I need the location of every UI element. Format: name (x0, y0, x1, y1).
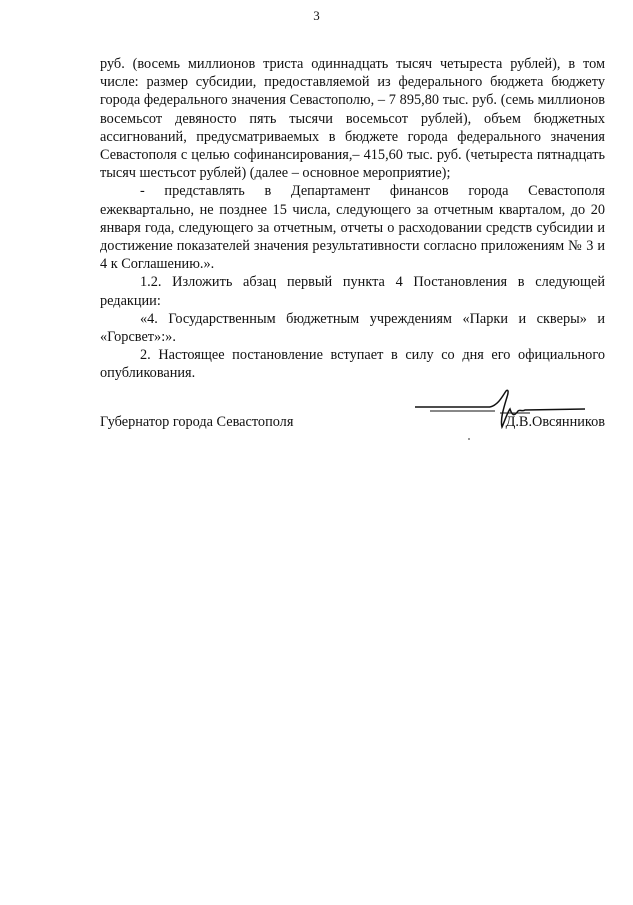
page-number: 3 (313, 8, 320, 23)
paragraph-subsidy-amount: руб. (восемь миллионов триста одиннадцать тысяч четыреста рублей), в том числе: размер субсидии, предоставляемой из федерального бюджета бюджету города федерального значения Севастополю, – 7 895,80 тыс. руб. (семь миллионов восемьсот девяносто пять тысячи восемьсот рублей), объем бюджетных ассигнований, предусматриваемых в бюджете города федерального значения Севастополя с целью софинансирования,– 415,60 тыс. руб. (четыреста пятнадцать тысяч шестьсот рублей) (далее – основное мероприятие); (100, 56, 605, 182)
paragraph-clause-4: «4. Государственным бюджетным учреждениям «Парки и скверы» и «Горсвет»:». (100, 310, 605, 346)
document-body (100, 55, 605, 383)
ink-dot (468, 438, 470, 440)
paragraph-effective-date: 2. Настоящее постановление вступает в силу со дня его официального опубликования. (100, 347, 605, 382)
paragraph-clause-1-2: 1.2. Изложить абзац первый пункта 4 Постановления в следующей редакции: (100, 274, 605, 309)
signer-title: Губернатор города Севастополя (100, 414, 294, 430)
paragraph-reporting: - представлять в Департамент финансов города Севастополя ежеквартально, не позднее 15 числа, следующего за отчетным кварталом, до 20 января года, следующего за отчетным, отчеты о расходовании средств субсидии и достижение показателей значения результативности согласно приложениям № 3 и 4 к Соглашению.». (100, 183, 605, 273)
signer-name: Д.В.Овсянников (505, 414, 605, 430)
